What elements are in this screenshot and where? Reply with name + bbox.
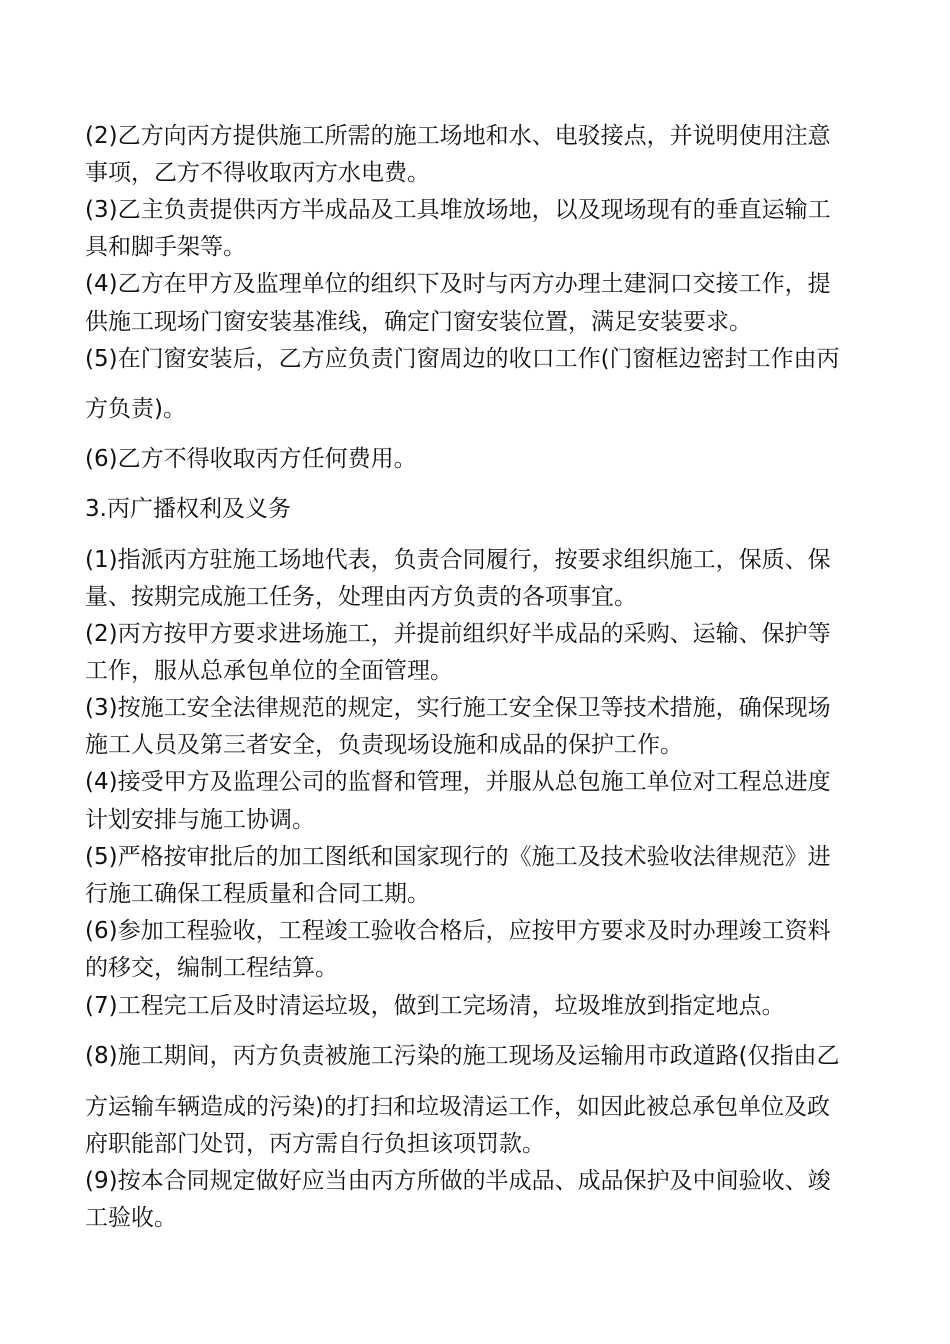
text-line: 行施工确保工程质量和合同工期。 (85, 881, 430, 907)
text-line: (3)乙主负责提供丙方半成品及工具堆放场地，以及现场现有的垂直运输工 (85, 197, 831, 223)
text-line: 方负责)。 (85, 396, 186, 422)
text-line: (9)按本合同规定做好应当由丙方所做的半成品、成品保护及中间验收、竣 (85, 1168, 831, 1194)
text-line: (8)施工期间，丙方负责被施工污染的施工现场及运输用市政道路(仅指由乙 (85, 1043, 840, 1069)
text-line: (4)接受甲方及监理公司的监督和管理，并服从总包施工单位对工程总进度 (85, 769, 831, 795)
section-heading: 3.丙广播权利及义务 (85, 496, 291, 522)
text-line: (3)按施工安全法律规范的规定，实行施工安全保卫等技术措施，确保现场 (85, 695, 831, 721)
text-line: 府职能部门处罚，丙方需自行负担该项罚款。 (85, 1131, 545, 1157)
text-line: 事项，乙方不得收取丙方水电费。 (85, 160, 430, 186)
text-line: 工验收。 (85, 1205, 177, 1231)
text-line: (5)在门窗安装后，乙方应负责门窗周边的收口工作(门窗框边密封工作由丙 (85, 346, 840, 372)
text-line: 的移交，编制工程结算。 (85, 955, 338, 981)
text-line: (1)指派丙方驻施工场地代表，负责合同履行，按要求组织施工，保质、保 (85, 547, 831, 573)
text-line: 方运输车辆造成的污染)的打扫和垃圾清运工作，如因此被总承包单位及政 (85, 1094, 830, 1120)
text-line: (2)乙方向丙方提供施工所需的施工场地和水、电驳接点，并说明使用注意 (85, 123, 831, 149)
text-line: 工作，服从总承包单位的全面管理。 (85, 658, 453, 684)
text-line: (4)乙方在甲方及监理单位的组织下及时与丙方办理土建洞口交接工作，提 (85, 271, 831, 297)
text-line: (7)工程完工后及时清运垃圾，做到工完场清，垃圾堆放到指定地点。 (85, 993, 785, 1019)
text-line: (6)乙方不得收取丙方任何费用。 (85, 446, 417, 472)
text-line: (5)严格按审批后的加工图纸和国家现行的《施工及技术验收法律规范》进 (85, 844, 831, 870)
text-line: 量、按期完成施工任务，处理由丙方负责的各项事宜。 (85, 584, 637, 610)
text-line: 具和脚手架等。 (85, 234, 246, 260)
text-line: 供施工现场门窗安装基准线，确定门窗安装位置，满足安装要求。 (85, 309, 752, 335)
text-line: (6)参加工程验收，工程竣工验收合格后，应按甲方要求及时办理竣工资料 (85, 918, 831, 944)
text-line: 计划安排与施工协调。 (85, 807, 315, 833)
text-line: (2)丙方按甲方要求进场施工，并提前组织好半成品的采购、运输、保护等 (85, 621, 831, 647)
text-line: 施工人员及第三者安全，负责现场设施和成品的保护工作。 (85, 732, 683, 758)
